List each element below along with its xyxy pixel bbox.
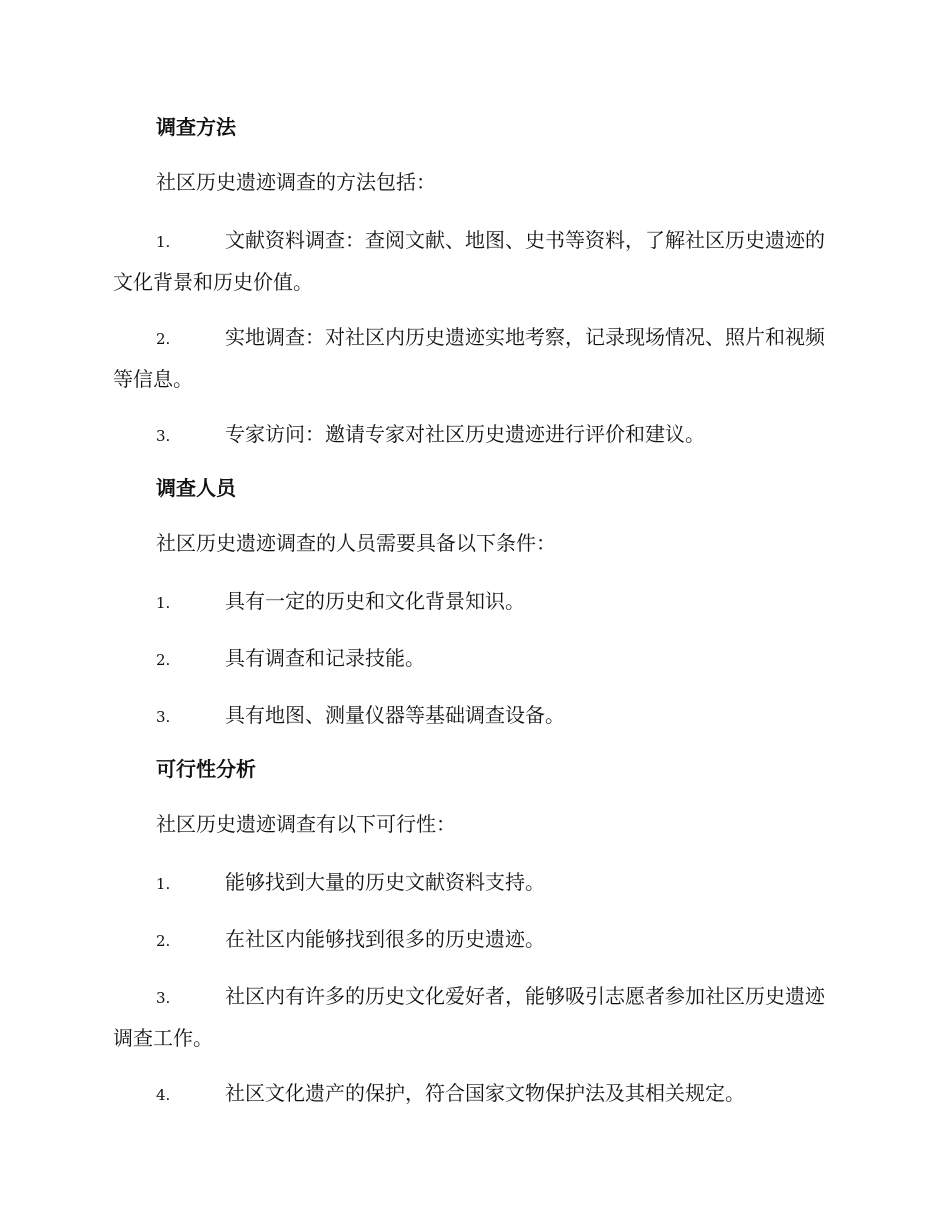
list-item [113,1073,832,1115]
section-heading: 调查人员 [156,476,236,500]
list-number: 1. [156,875,171,893]
section-heading: 可行性分析 [156,757,256,781]
list-number: 4. [156,1086,171,1104]
list-item [113,862,832,904]
section-intro: 社区历史遗迹调查的方法包括： [156,170,436,194]
list-number: 2. [156,651,171,669]
section-survey-staff [113,471,832,737]
section-heading: 调查方法 [156,115,236,139]
list-text: 文献资料调查：查阅文献、地图、史书等资料，了解社区历史遗迹的文化背景和历史价值。 [113,228,825,294]
section-feasibility-analysis [113,752,832,1115]
list-number: 2. [156,330,171,348]
list-text: 社区内有许多的历史文化爱好者，能够吸引志愿者参加社区历史遗迹调查工作。 [113,984,825,1050]
list-number: 1. [156,594,171,612]
list-text: 能够找到大量的历史文献资料支持。 [225,870,545,894]
list-number: 1. [156,233,171,251]
list-item [113,976,832,1058]
list-number: 3. [156,989,171,1007]
list-number: 3. [156,427,171,445]
section-intro: 社区历史遗迹调查有以下可行性： [156,812,456,836]
list-item [113,414,832,456]
list-number: 3. [156,708,171,726]
list-item [113,581,832,623]
list-item [113,317,832,399]
list-item [113,638,832,680]
list-text: 社区文化遗产的保护，符合国家文物保护法及其相关规定。 [225,1081,745,1105]
list-item [113,695,832,737]
list-item [113,919,832,961]
list-text: 在社区内能够找到很多的历史遗迹。 [225,927,545,951]
list-number: 2. [156,932,171,950]
section-survey-methods [113,110,832,456]
section-intro: 社区历史遗迹调查的人员需要具备以下条件： [156,531,556,555]
list-text: 实地调查：对社区内历史遗迹实地考察，记录现场情况、照片和视频等信息。 [113,325,825,391]
list-text: 具有调查和记录技能。 [225,646,425,670]
list-text: 具有一定的历史和文化背景知识。 [225,589,525,613]
list-item [113,220,832,302]
list-text: 专家访问：邀请专家对社区历史遗迹进行评价和建议。 [225,422,705,446]
list-text: 具有地图、测量仪器等基础调查设备。 [225,703,565,727]
